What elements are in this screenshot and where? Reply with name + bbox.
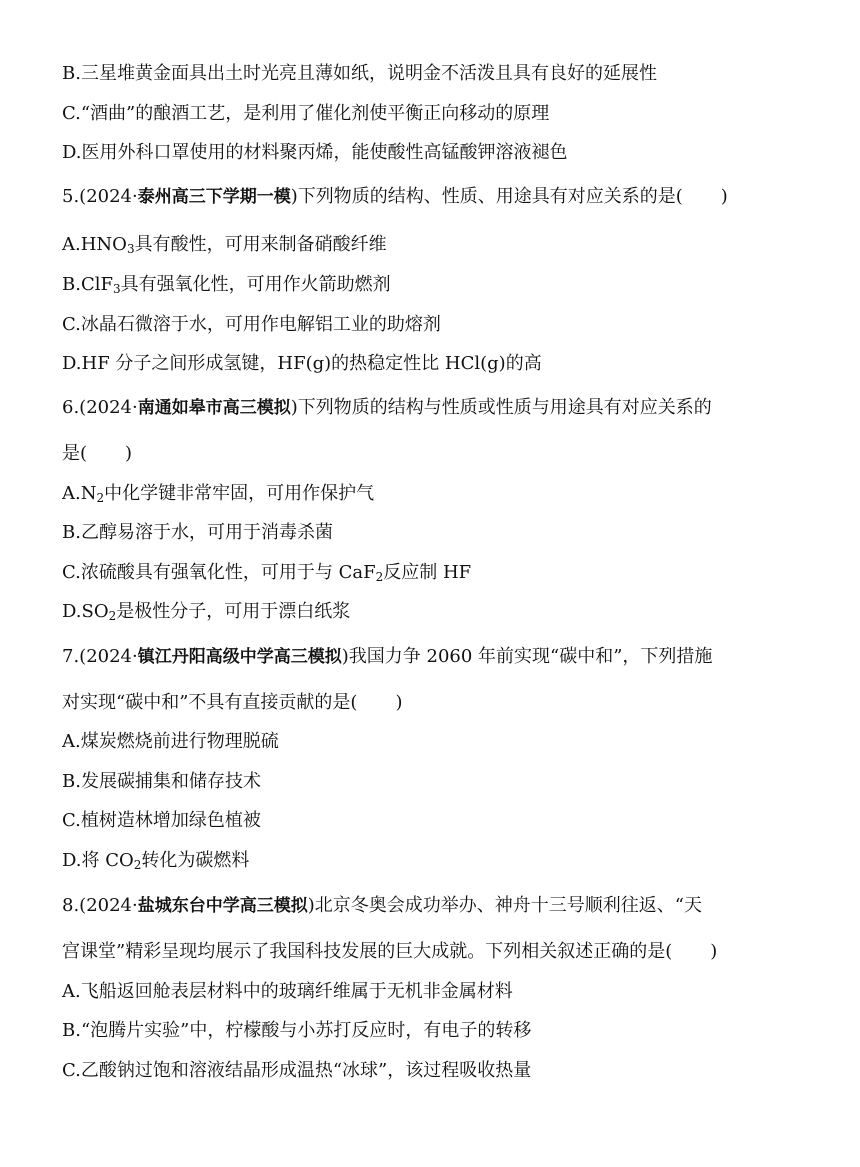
q7-option-d [62,849,820,873]
q5-option-a [62,233,820,257]
q6-d-subscript: 2 [108,609,117,623]
q7-stem-text: 我国力争 2060 年前实现“碳中和”，下列措施 [348,646,713,667]
q5-source-close: ) [290,186,298,207]
q5-number: 5.(2024· [62,186,138,207]
q7-option-b: B.发展碳捕集和储存技术 [62,771,261,792]
q7-option-c: C.植树造林增加绿色植被 [62,810,261,831]
q5-source: 泰州高三下学期一模 [137,187,291,207]
q7-stem-end: ) [395,692,403,713]
q6-source: 南通如皋市高三模拟 [137,398,291,418]
q6-a-text-end: 中化学键非常牢固，可用作保护气 [104,483,375,504]
q8-source-close: ) [307,895,315,916]
q7-option-a: A.煤炭燃烧前进行物理脱硫 [62,731,279,752]
q8-option-c: C.乙酸钠过饱和溶液结晶形成温热“冰球”，该过程吸收热量 [62,1060,532,1081]
q6-d-text: D.SO [62,601,109,622]
q6-stem-text: 下列物质的结构与性质或性质与用途具有对应关系的 [297,397,712,418]
q6-stem-text-2: 是( [62,443,88,464]
q4-option-c: C.“酒曲”的酿酒工艺，是利用了催化剂使平衡正向移动的原理 [62,103,550,124]
q7-number: 7.(2024· [62,646,138,667]
q5-a-subscript: 3 [126,242,135,256]
q5-b-text: B.ClF [62,274,113,295]
q7-stem-line-1 [62,645,820,669]
q7-source: 镇江丹阳高级中学高三模拟 [137,647,342,667]
q6-stem-line-2 [62,442,820,466]
q6-c-subscript: 2 [375,570,384,584]
q6-option-b: B.乙醇易溶于水，可用于消毒杀菌 [62,522,333,543]
q6-c-text-end: 反应制 HF [383,562,472,583]
q5-b-text-end: 具有强氧化性，可用作火箭助燃剂 [120,274,391,295]
q6-source-close: ) [290,397,298,418]
q8-option-b: B.“泡腾片实验”中，柠檬酸与小苏打反应时，有电子的转移 [62,1020,532,1041]
q5-stem-end: ) [720,186,728,207]
q6-stem-line-1 [62,396,820,420]
q5-b-subscript: 3 [112,282,121,296]
q8-option-a: A.飞船返回舱表层材料中的玻璃纤维属于无机非金属材料 [62,981,513,1002]
q6-d-text-end: 是极性分子，可用于漂白纸浆 [116,601,351,622]
q7-d-text: D.将 CO [62,850,134,871]
q6-stem-end: ) [125,443,133,464]
q6-option-d [62,600,820,624]
q6-a-subscript: 2 [96,491,105,505]
q8-stem-end: ) [710,941,718,962]
q6-option-c [62,561,820,585]
q8-number: 8.(2024· [62,895,138,916]
q6-number: 6.(2024· [62,397,138,418]
q4-option-b: B.三星堆黄金面具出土时光亮且薄如纸，说明金不活泼且具有良好的延展性 [62,63,657,84]
q8-stem-text: 北京冬奥会成功举办、神舟十三号顺利往返、“天 [314,895,702,916]
q5-option-b [62,273,820,297]
q6-c-text: C.浓硫酸具有强氧化性，可用于与 CaF [62,562,376,583]
q7-stem-text-2: 对实现“碳中和”不具有直接贡献的是( [62,692,358,713]
q6-option-a [62,482,820,506]
q7-stem-line-2 [62,691,820,715]
q6-a-text: A.N [62,483,97,504]
q5-a-text: A.HNO [62,234,127,255]
q5-option-c: C.冰晶石微溶于水，可用作电解铝工业的助熔剂 [62,314,441,335]
q8-source: 盐城东台中学高三模拟 [137,896,308,916]
q7-d-text-end: 转化为碳燃料 [141,850,250,871]
q8-stem-text-2: 宫课堂”精彩呈现均展示了我国科技发展的巨大成就。下列相关叙述正确的是( [62,941,673,962]
q7-source-close: ) [341,646,349,667]
q7-d-subscript: 2 [133,858,142,872]
q8-stem-line-2 [62,940,820,964]
q5-a-text-end: 具有酸性，可用来制备硝酸纤维 [134,234,387,255]
q5-stem-text: 下列物质的结构、性质、用途具有对应关系的是( [297,186,683,207]
q4-option-d: D.医用外科口罩使用的材料聚丙烯，能使酸性高锰酸钾溶液褪色 [62,142,568,163]
q8-stem-line-1 [62,894,820,918]
q5-option-d: D.HF 分子之间形成氢键，HF(g)的热稳定性比 HCl(g)的高 [62,353,542,374]
q5-stem [62,185,820,209]
